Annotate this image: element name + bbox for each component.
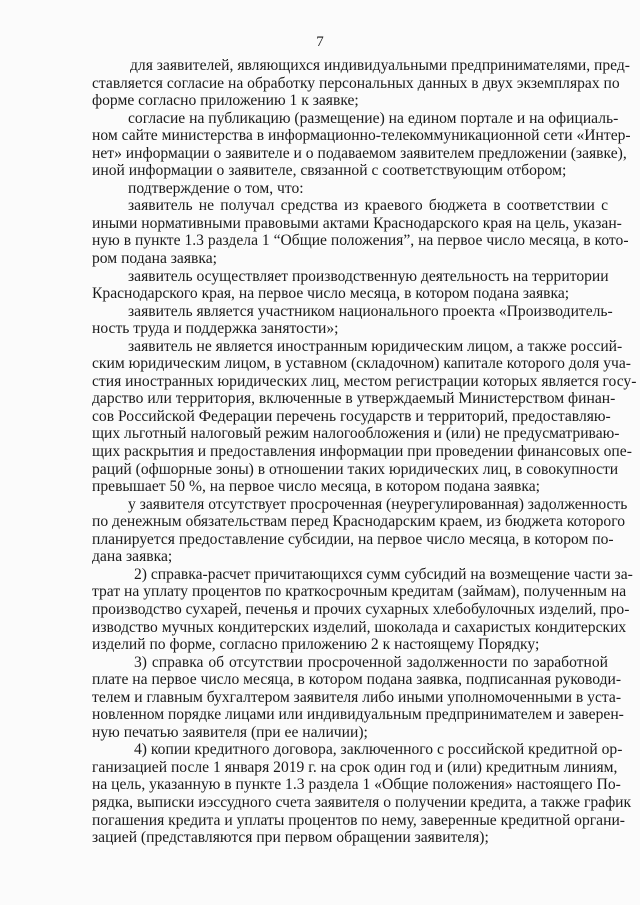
- text-line: трат на уплату процентов по краткосрочным кредитам (займам), полученным на: [92, 583, 627, 601]
- text-line: 4) копии кредитного договора, заключенного с российской кредитной ор-: [134, 741, 623, 759]
- text-line: раций (офшорные зоны) в отношении таких юридических лиц, в совокупности: [92, 460, 619, 478]
- text-line: для заявителей, являющихся индивидуальными предпринимателями, пред-: [130, 57, 630, 74]
- text-line: Краснодарского края, на первое число месяца, в котором подана заявка;: [92, 285, 570, 303]
- text-line: по денежным обязательствам перед Краснодарским краем, из бюджета которого: [92, 513, 626, 531]
- text-line: производство сухарей, печенья и прочих сухарных хлебобулочных изделий, про-: [92, 600, 630, 618]
- text-line: подтверждение о том, что:: [128, 179, 304, 197]
- text-line: превышает 50 %, на первое число месяца, в котором подана заявка;: [92, 478, 540, 496]
- text-line: согласие на публикацию (размещение) на едином портале и на официаль-: [128, 109, 619, 127]
- text-line: плате на первое число месяца, в котором подана заявка, подписанная руководи-: [92, 671, 622, 689]
- text-line: стия иностранных юридических лиц, местом регистрации которых является госу-: [92, 372, 637, 390]
- text-line: щих раскрытия и предоставления информации при проведении финансовых опе-: [92, 443, 632, 461]
- text-line: погашения кредита и уплаты процентов по нему, заверенные кредитной органи-: [92, 811, 625, 829]
- text-line: дана заявка;: [92, 548, 173, 566]
- text-line: иной информации о заявителе, связанной с соответствующим отбором;: [92, 162, 567, 180]
- text-line: ганизацией после 1 января 2019 г. на срок один год и (или) кредитным линиям,: [92, 758, 618, 776]
- text-line: дарство или территория, включенные в утверждаемый Министерством финан-: [92, 390, 616, 408]
- text-line: заявитель не является иностранным юридическим лицом, а также россий-: [128, 337, 623, 355]
- text-line: ставляется согласие на обработку персональных данных в двух экземплярах по: [92, 74, 620, 92]
- text-line: иными нормативными правовыми актами Краснодарского края на цель, указан-: [92, 214, 622, 232]
- text-line: изделий по форме, согласно приложению 2 к настоящему Порядку;: [92, 636, 540, 654]
- text-line: заявитель осуществляет производственную деятельность на территории: [128, 267, 609, 285]
- document-body: [92, 57, 637, 847]
- text-line: планируется предоставление субсидии, на первое число месяца, в котором по-: [92, 530, 614, 548]
- text-line: новленном порядке лицами или индивидуальным предпринимателем и заверен-: [92, 706, 624, 724]
- text-line: у заявителя отсутствует просроченная (неурегулированная) задолженность: [128, 495, 628, 513]
- page-number: 7: [316, 34, 324, 50]
- text-line: ность труда и поддержка занятости»;: [92, 320, 339, 338]
- text-line: форме согласно приложению 1 к заявке;: [92, 92, 359, 110]
- text-line: 2) справка-расчет причитающихся сумм субсидий на возмещение части за-: [134, 565, 633, 583]
- text-line: 3) справка об отсутствии просроченной задолженности по заработной: [134, 653, 608, 671]
- text-line: заявитель не получал средства из краевого бюджета в соответствии с: [128, 197, 608, 215]
- text-line: сов Российской Федерации перечень государств и территорий, предоставляю-: [92, 407, 611, 425]
- text-line: ским юридическим лицом, в уставном (складочном) капитале которого доля уча-: [92, 355, 631, 373]
- text-line: ную печатью заявителя (при ее наличии);: [92, 723, 368, 741]
- text-line: зацией (представляются при первом обращении заявителя);: [92, 829, 489, 847]
- text-line: изводство мучных кондитерских изделий, шоколада и сахаристых кондитерских: [92, 618, 627, 636]
- text-line: ром подана заявка;: [92, 250, 217, 268]
- text-line: ную в пункте 1.3 раздела 1 “Общие положения”, на первое число месяца, в кото-: [92, 232, 629, 250]
- text-line: щих льготный налоговый режим налогообложения и (или) не предусматриваю-: [92, 425, 620, 443]
- text-line: заявитель является участником национального проекта «Производитель-: [128, 302, 613, 320]
- text-line: на цель, указанную в пункте 1.3 раздела 1 «Общие положения» настоящего По-: [92, 776, 621, 794]
- text-line: нет» информации о заявителе и о подаваемом заявителем предложении (заявке),: [92, 144, 627, 162]
- text-line: телем и главным бухгалтером заявителя либо иными уполномоченными в уста-: [92, 688, 622, 706]
- text-line: рядка, выписки иэссудного счета заявителя о получении кредита, а также график: [92, 793, 632, 811]
- text-line: ном сайте министерства в информационно-телекоммуникационной сети «Интер-: [92, 127, 631, 145]
